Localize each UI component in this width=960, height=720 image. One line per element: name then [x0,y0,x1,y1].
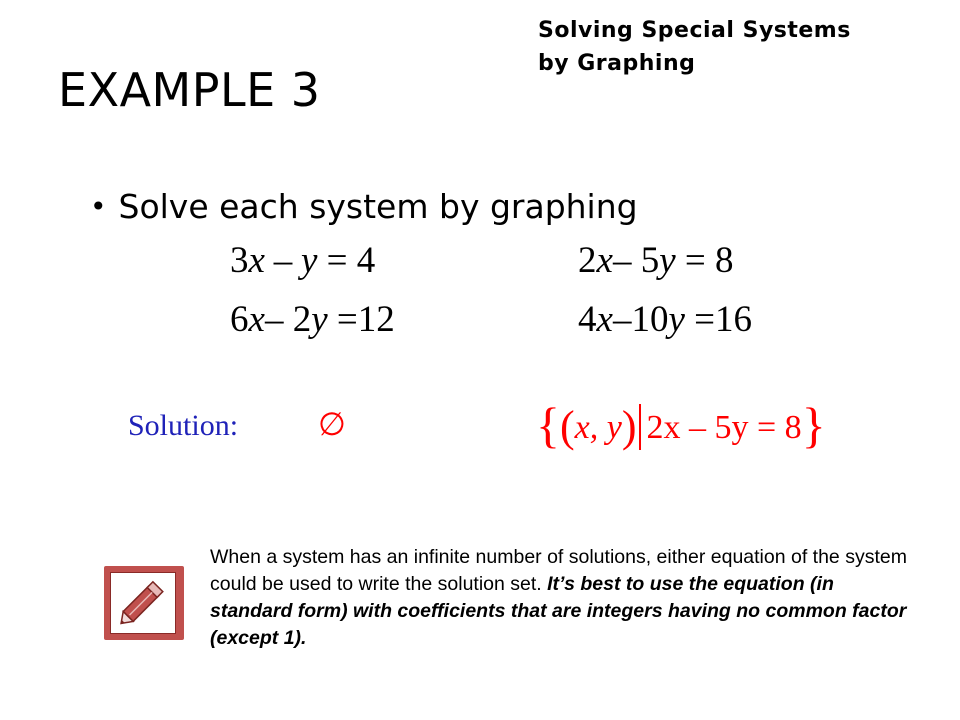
coefficient: 6 [230,299,249,340]
operator: – 2 [264,299,312,340]
ordered-pair: x, y [574,409,622,446]
variable: x [248,240,265,281]
system2-equation2 [578,300,752,340]
variable: y [311,299,328,340]
variable: y [300,240,318,281]
note-paragraph [210,544,910,652]
set-condition: 2x – 5y = 8 [646,409,802,446]
right-hand-side: =16 [694,299,752,340]
paren-close: ) [621,402,637,451]
system1-equation1 [230,241,375,281]
system1-equation2 [230,300,395,340]
variable: y [659,240,676,281]
set-close-brace: } [801,397,826,453]
set-builder-bar [639,404,641,450]
pencil-graphic [111,573,175,633]
empty-set-symbol: ∅ [318,406,346,442]
instruction-text: Solve each system by graphing [118,187,638,226]
right-hand-side: = 4 [326,240,376,281]
variable: x [596,299,613,340]
set-open-brace: { [536,397,560,453]
note-text: When a system has an infinite number of solutions, either equation of the system could be used to write the solution set. [210,546,907,595]
operator: –10 [612,299,669,340]
topic-heading [538,14,948,80]
bullet-icon: • [90,190,107,223]
solution-set [536,395,826,458]
variable: x [596,240,613,281]
variable: y [668,299,685,340]
paren-open: ( [560,402,575,451]
coefficient: 4 [578,299,597,340]
solution-label: Solution: [128,409,239,442]
operator: – 5 [612,240,660,281]
system2-equation1 [578,241,734,281]
coefficient: 3 [230,240,249,281]
operator: – [273,240,293,281]
note-emphasis: It’s best to use the equation (in standard form) with coefficients that are integers having no common factor (except 1). [210,573,907,649]
topic-line-1: Solving Special Systems [538,18,851,43]
variable: x [248,299,265,340]
page-title: EXAMPLE 3 [58,63,321,117]
icon-inner-frame [110,572,176,634]
right-hand-side: = 8 [684,240,734,281]
pencil-icon [104,566,184,640]
coefficient: 2 [578,240,597,281]
instruction-bullet [90,183,638,231]
topic-line-2: by Graphing [538,51,696,76]
right-hand-side: =12 [336,299,395,340]
